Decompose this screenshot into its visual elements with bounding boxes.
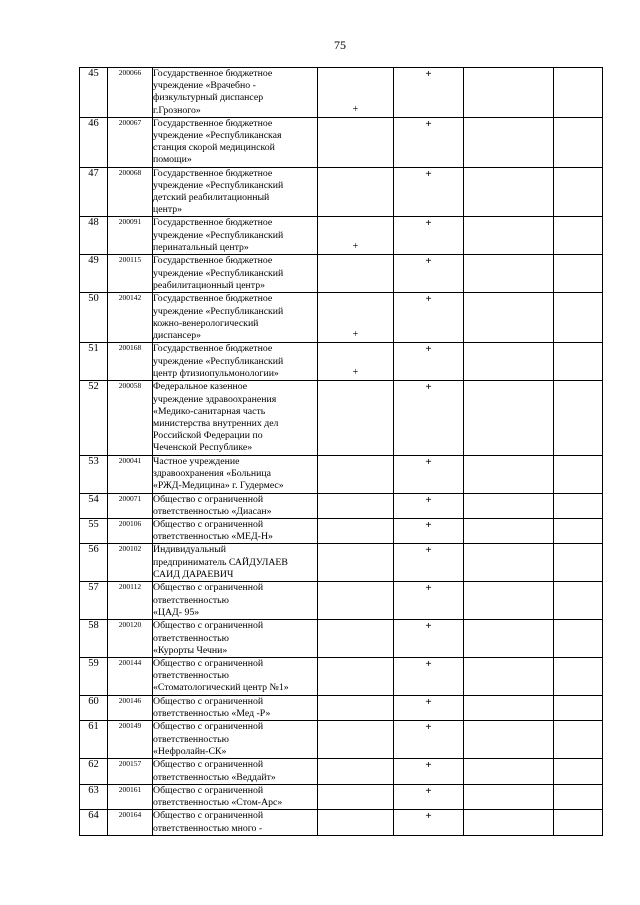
empty-cell [554,68,603,118]
table-row [80,343,603,381]
organization-name: Частное учреждение здравоохранения «Больница «РЖД-Медицина» г. Гудермес» [153,455,318,493]
mark-column-4 [318,293,394,343]
mark-column-5: + [394,217,464,255]
row-number: 52 [80,381,108,455]
organization-name: Общество с ограниченной ответственностью «Нефролайн-СК» [153,721,318,759]
mark-column-5: + [394,696,464,721]
mark-column-5: + [394,759,464,784]
mark-column-5: + [394,544,464,582]
registry-code: 200144 [108,658,153,696]
empty-cell [464,721,554,759]
organization-name: Общество с ограниченной ответственностью много - [153,810,318,835]
row-number: 56 [80,544,108,582]
mark-column-4 [318,696,394,721]
organization-name: Федеральное казенное учреждение здравоохранения «Медико-санитарная часть министерства внутренних дел Российской Федерации по Чеченской Республике» [153,381,318,455]
organization-name: Государственное бюджетное учреждение «Республиканский центр фтизиопульмонологии» [153,343,318,381]
table-row [80,493,603,518]
registry-code: 200115 [108,255,153,293]
row-number: 54 [80,493,108,518]
mark-column-4 [318,455,394,493]
empty-cell [554,658,603,696]
row-number: 60 [80,696,108,721]
empty-cell [464,455,554,493]
table-row [80,582,603,620]
table-row [80,381,603,455]
page-number: 75 [334,38,346,52]
empty-cell [464,544,554,582]
mark-column-4 [318,117,394,167]
table-row [80,167,603,217]
empty-cell [464,620,554,658]
registry-code: 200120 [108,620,153,658]
registry-code: 200161 [108,784,153,809]
mark-column-4 [318,759,394,784]
empty-cell [464,696,554,721]
mark-column-5: + [394,68,464,118]
mark-column-5: + [394,167,464,217]
row-number: 50 [80,293,108,343]
registry-code: 200146 [108,696,153,721]
empty-cell [464,519,554,544]
table-row [80,620,603,658]
organization-name: Общество с ограниченной ответственностью «Курорты Чечни» [153,620,318,658]
table-row [80,721,603,759]
empty-cell [554,255,603,293]
empty-cell [464,582,554,620]
mark-column-5: + [394,810,464,835]
mark-column-5: + [394,582,464,620]
empty-cell [554,117,603,167]
organization-name: Общество с ограниченной ответственностью «Стом-Арс» [153,784,318,809]
row-number: 48 [80,217,108,255]
mark-column-5: + [394,658,464,696]
table-row [80,658,603,696]
row-number: 57 [80,582,108,620]
table-row [80,217,603,255]
organization-name: Государственное бюджетное учреждение «Республиканская станция скорой медицинской помощи» [153,117,318,167]
empty-cell [554,455,603,493]
mark-column-5: + [394,255,464,293]
table-row [80,68,603,118]
mark-column-4 [318,721,394,759]
empty-cell [554,293,603,343]
empty-cell [554,759,603,784]
table-row [80,544,603,582]
empty-cell [554,519,603,544]
empty-cell [554,620,603,658]
row-number: 46 [80,117,108,167]
row-number: 62 [80,759,108,784]
organization-name: Общество с ограниченной ответственностью «Стоматологический центр №1» [153,658,318,696]
empty-cell [554,696,603,721]
registry-code: 200091 [108,217,153,255]
empty-cell [464,217,554,255]
mark-column-4 [318,255,394,293]
organization-name: Государственное бюджетное учреждение «Республиканский реабилитационный центр» [153,255,318,293]
registry-code: 200058 [108,381,153,455]
table-row [80,784,603,809]
registry-code: 200071 [108,493,153,518]
row-number: 53 [80,455,108,493]
mark-column-5: + [394,721,464,759]
mark-column-5: + [394,455,464,493]
empty-cell [464,381,554,455]
mark-column-4 [318,620,394,658]
plus-mark: + [352,367,359,379]
row-number: 64 [80,810,108,835]
empty-cell [464,658,554,696]
empty-cell [554,582,603,620]
empty-cell [464,810,554,835]
organization-name: Общество с ограниченной ответственностью «ЦАД- 95» [153,582,318,620]
mark-column-4 [318,217,394,255]
empty-cell [464,255,554,293]
registry-code: 200112 [108,582,153,620]
empty-cell [464,493,554,518]
mark-column-4 [318,544,394,582]
registry-table [79,67,603,836]
mark-column-5: + [394,117,464,167]
row-number: 45 [80,68,108,118]
plus-mark: + [352,103,359,115]
mark-column-4 [318,582,394,620]
empty-cell [554,721,603,759]
row-number: 59 [80,658,108,696]
mark-column-4 [318,519,394,544]
empty-cell [464,343,554,381]
row-number: 51 [80,343,108,381]
mark-column-5: + [394,784,464,809]
mark-column-5: + [394,519,464,544]
empty-cell [554,544,603,582]
registry-code: 200066 [108,68,153,118]
registry-code: 200067 [108,117,153,167]
organization-name: Общество с ограниченной ответственностью «Веддайт» [153,759,318,784]
mark-column-5: + [394,293,464,343]
row-number: 49 [80,255,108,293]
empty-cell [554,167,603,217]
organization-name: Общество с ограниченной ответственностью «МЕД-Н» [153,519,318,544]
row-number: 63 [80,784,108,809]
organization-name: Общество с ограниченной ответственностью «Диасан» [153,493,318,518]
empty-cell [554,784,603,809]
registry-code: 200068 [108,167,153,217]
registry-code: 200164 [108,810,153,835]
mark-column-4 [318,784,394,809]
table-row [80,810,603,835]
table-row [80,255,603,293]
empty-cell [464,759,554,784]
mark-column-4 [318,658,394,696]
mark-column-4 [318,493,394,518]
mark-column-5: + [394,381,464,455]
mark-column-4 [318,343,394,381]
organization-name: Государственное бюджетное учреждение «Республиканский кожно-венерологический диспансер» [153,293,318,343]
registry-code: 200157 [108,759,153,784]
table-row [80,759,603,784]
empty-cell [554,381,603,455]
registry-code: 200149 [108,721,153,759]
mark-column-5: + [394,493,464,518]
empty-cell [554,217,603,255]
row-number: 61 [80,721,108,759]
mark-column-4 [318,381,394,455]
empty-cell [554,493,603,518]
organization-name: Государственное бюджетное учреждение «Республиканский детский реабилитационный центр» [153,167,318,217]
row-number: 58 [80,620,108,658]
registry-code: 200168 [108,343,153,381]
mark-column-4 [318,167,394,217]
table-row [80,696,603,721]
empty-cell [464,68,554,118]
table-row [80,293,603,343]
mark-column-5: + [394,343,464,381]
organization-name: Общество с ограниченной ответственностью «Мед -Р» [153,696,318,721]
plus-mark: + [352,241,359,253]
mark-column-5: + [394,620,464,658]
organization-name: Государственное бюджетное учреждение «Врачебно - физкультурный диспансер г.Грозного» [153,68,318,118]
registry-code: 200041 [108,455,153,493]
table-row [80,455,603,493]
empty-cell [554,810,603,835]
registry-code: 200142 [108,293,153,343]
registry-code: 200102 [108,544,153,582]
row-number: 47 [80,167,108,217]
mark-column-4 [318,810,394,835]
organization-name: Индивидуальный предприниматель САЙДУЛАЕВ САИД ДАРАЕВИЧ [153,544,318,582]
plus-mark: + [352,329,359,341]
empty-cell [554,343,603,381]
empty-cell [464,167,554,217]
row-number: 55 [80,519,108,544]
empty-cell [464,117,554,167]
table-row [80,117,603,167]
table-row [80,519,603,544]
organization-name: Государственное бюджетное учреждение «Республиканский перинатальный центр» [153,217,318,255]
empty-cell [464,784,554,809]
mark-column-4 [318,68,394,118]
registry-code: 200106 [108,519,153,544]
empty-cell [464,293,554,343]
